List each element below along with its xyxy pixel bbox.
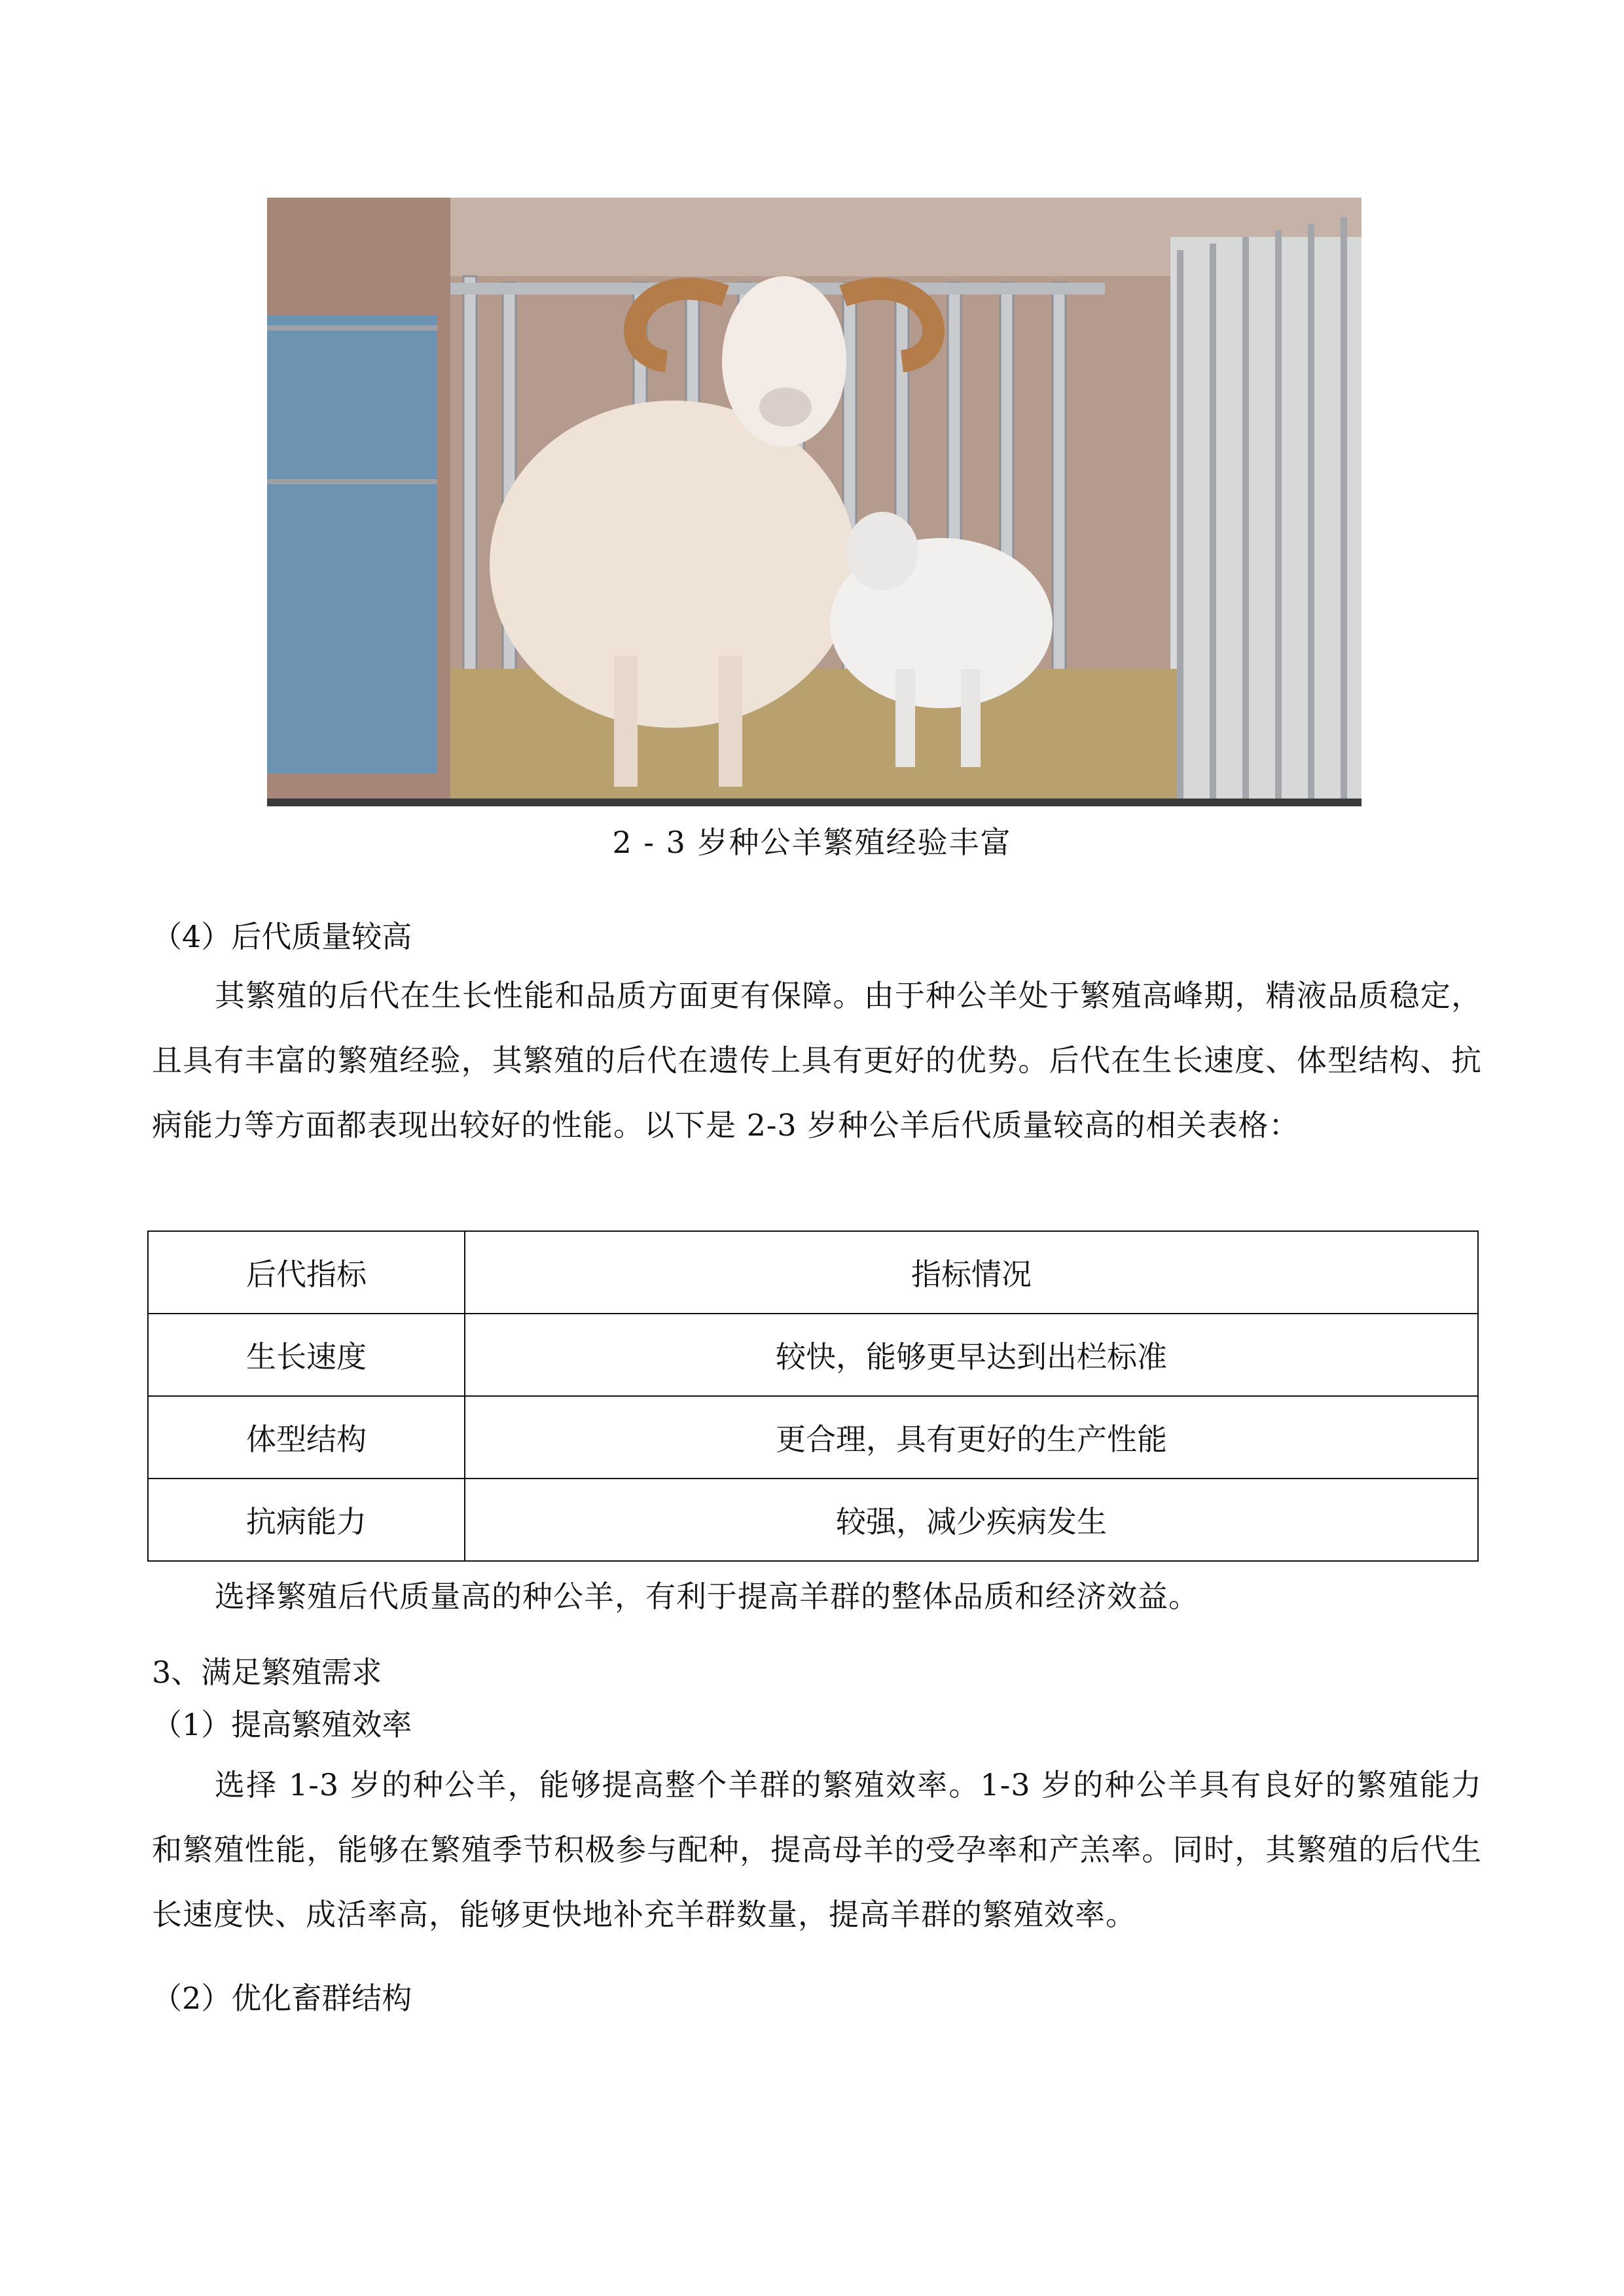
- table-cell: 较强，减少疾病发生: [465, 1479, 1478, 1561]
- table-cell: 抗病能力: [148, 1479, 465, 1561]
- table-header-cell: 后代指标: [148, 1231, 465, 1314]
- section-3-heading: 3、满足繁殖需求: [152, 1655, 382, 1690]
- summary-paragraph: 选择繁殖后代质量高的种公羊，有利于提高羊群的整体品质和经济效益。: [215, 1579, 1199, 1614]
- subsection-1-heading: （1）提高繁殖效率: [152, 1707, 412, 1742]
- table-cell: 生长速度: [148, 1314, 465, 1396]
- table-header-row: [148, 1231, 1478, 1314]
- section-4-paragraph: 其繁殖的后代在生长性能和品质方面更有保障。由于种公羊处于繁殖高峰期，精液品质稳定，且具有丰富的繁殖经验，其繁殖的后代在遗传上具有更好的优势。后代在生长速度、体型结构、抗病能力等方面都表现出较好的性能。以下是 2-3 岁种公羊后代质量较高的相关表格：: [152, 978, 1482, 1143]
- table-cell: 体型结构: [148, 1396, 465, 1479]
- table-row: [148, 1314, 1478, 1396]
- table-header-cell: 指标情况: [465, 1231, 1478, 1314]
- offspring-quality-table: [147, 1230, 1479, 1562]
- figure-caption: 2 - 3 岁种公羊繁殖经验丰富: [612, 825, 1012, 860]
- table-row: [148, 1479, 1478, 1561]
- table-row: [148, 1396, 1478, 1479]
- subsection-2-heading: （2）优化畜群结构: [152, 1981, 412, 2016]
- ram-with-lamb-photo: [267, 198, 1362, 806]
- section-4-heading: （4）后代质量较高: [152, 919, 412, 954]
- table-cell: 较快，能够更早达到出栏标准: [465, 1314, 1478, 1396]
- subsection-1-paragraph: 选择 1-3 岁的种公羊，能够提高整个羊群的繁殖效率。1-3 岁的种公羊具有良好的繁殖能力和繁殖性能，能够在繁殖季节积极参与配种，提高母羊的受孕率和产羔率。同时，其繁殖的后代生长速度快、成活率高，能够更快地补充羊群数量，提高羊群的繁殖效率。: [152, 1767, 1482, 1932]
- table-cell: 更合理，具有更好的生产性能: [465, 1396, 1478, 1479]
